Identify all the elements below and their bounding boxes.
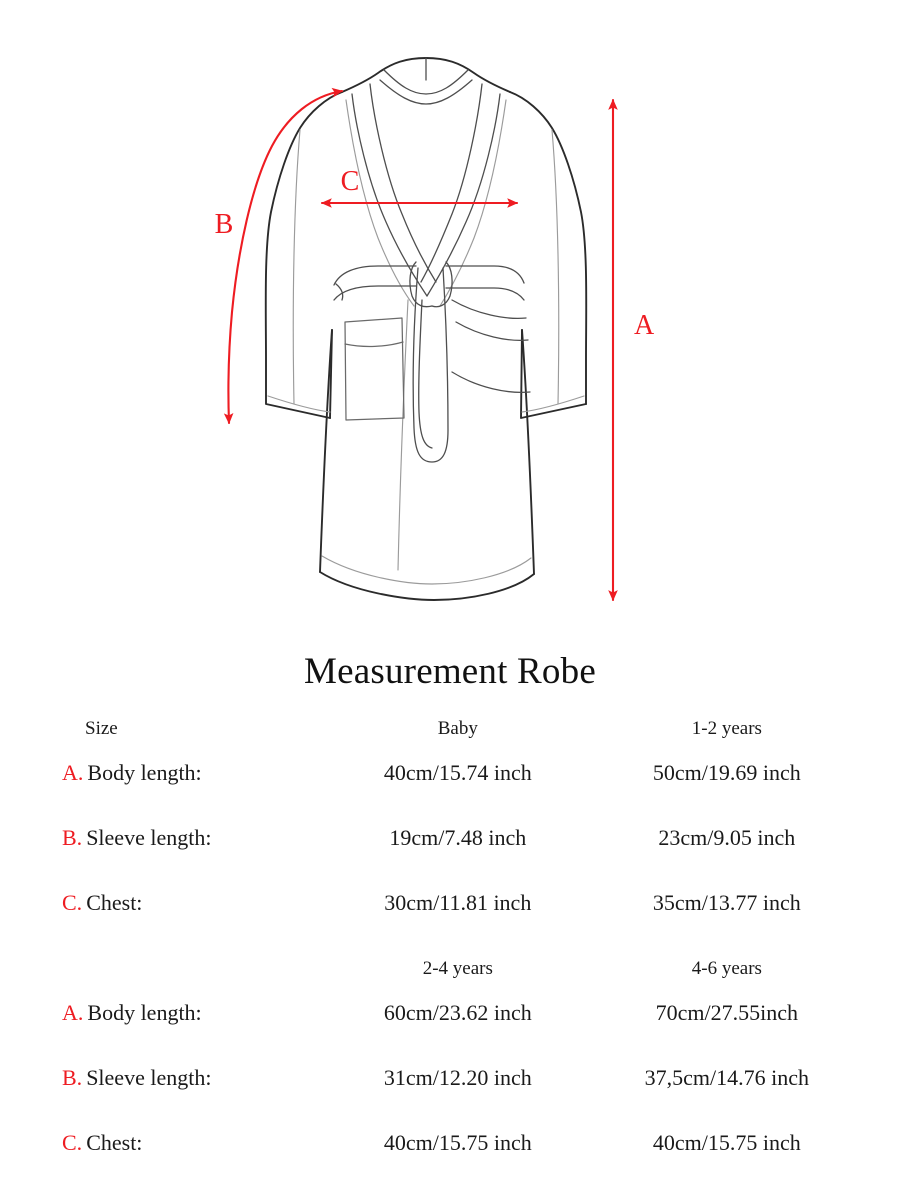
table-header-row xyxy=(0,718,900,760)
size-table-2-4-4-6 xyxy=(0,958,900,1195)
header-size-blank xyxy=(0,958,323,1000)
row-label-text: Body length: xyxy=(87,760,202,785)
robe-seam-lines xyxy=(268,100,584,584)
size-table-baby-1-2 xyxy=(0,718,900,955)
cell-chest-1-2: 35cm/13.77 inch xyxy=(652,890,801,915)
row-label-sleeve-length xyxy=(0,825,323,890)
cell-chest-2-4: 40cm/15.75 inch xyxy=(383,1130,532,1155)
header-col-1: Baby xyxy=(437,718,478,739)
robe-pocket xyxy=(345,318,404,420)
cell-body-length-4-6: 70cm/27.55inch xyxy=(655,1000,799,1025)
row-label-sleeve-length xyxy=(0,1065,323,1130)
header-col-1: 2-4 years xyxy=(422,958,493,979)
row-label-body-length xyxy=(0,760,323,825)
header-col-2: 1-2 years xyxy=(691,718,762,739)
robe-tie-ends xyxy=(413,268,448,462)
row-key: A. xyxy=(62,760,84,785)
row-spacer xyxy=(861,1000,900,1065)
robe-belt xyxy=(334,262,530,392)
table-row xyxy=(0,760,900,825)
cell-body-length-2-4: 60cm/23.62 inch xyxy=(383,1000,532,1025)
cell-sleeve-length-2-4: 31cm/12.20 inch xyxy=(383,1065,532,1090)
row-spacer xyxy=(861,825,900,890)
table-row xyxy=(0,890,900,955)
table-row xyxy=(0,1065,900,1130)
row-label-text: Sleeve length: xyxy=(86,1065,212,1090)
row-label-text: Sleeve length: xyxy=(86,825,212,850)
page-title: Measurement Robe xyxy=(304,651,596,692)
header-col-2: 4-6 years xyxy=(691,958,762,979)
row-label-chest xyxy=(0,1130,323,1195)
cell-sleeve-length-1-2: 23cm/9.05 inch xyxy=(658,825,796,850)
robe-shawl-collar xyxy=(352,58,500,296)
row-label-text: Chest: xyxy=(86,890,143,915)
cell-chest-4-6: 40cm/15.75 inch xyxy=(652,1130,801,1155)
row-label-text: Body length: xyxy=(87,1000,202,1025)
marker-a-label: A xyxy=(634,310,655,341)
table-row xyxy=(0,825,900,890)
cell-body-length-1-2: 50cm/19.69 inch xyxy=(652,760,801,785)
header-spacer xyxy=(861,718,900,760)
row-label-chest xyxy=(0,890,323,955)
table-header-row xyxy=(0,958,900,1000)
row-label-body-length xyxy=(0,1000,323,1065)
table-row xyxy=(0,1130,900,1195)
cell-chest-baby: 30cm/11.81 inch xyxy=(384,890,532,915)
row-key: B. xyxy=(62,1065,83,1090)
row-spacer xyxy=(861,1065,900,1130)
header-spacer xyxy=(861,958,900,1000)
cell-body-length-baby: 40cm/15.74 inch xyxy=(383,760,532,785)
robe-outline xyxy=(266,58,587,600)
cell-sleeve-length-baby: 19cm/7.48 inch xyxy=(389,825,527,850)
cell-sleeve-length-4-6: 37,5cm/14.76 inch xyxy=(644,1065,810,1090)
row-spacer xyxy=(861,890,900,955)
row-spacer xyxy=(861,1130,900,1195)
row-spacer xyxy=(861,760,900,825)
marker-b-label: B xyxy=(214,209,234,240)
row-label-text: Chest: xyxy=(86,1130,143,1155)
marker-b-arrow xyxy=(228,91,342,423)
row-key: C. xyxy=(62,1130,83,1155)
row-key: A. xyxy=(62,1000,84,1025)
row-key: B. xyxy=(62,825,83,850)
marker-c-label: C xyxy=(340,166,360,197)
row-key: C. xyxy=(62,890,83,915)
header-size: Size xyxy=(85,718,118,739)
table-row xyxy=(0,1000,900,1065)
